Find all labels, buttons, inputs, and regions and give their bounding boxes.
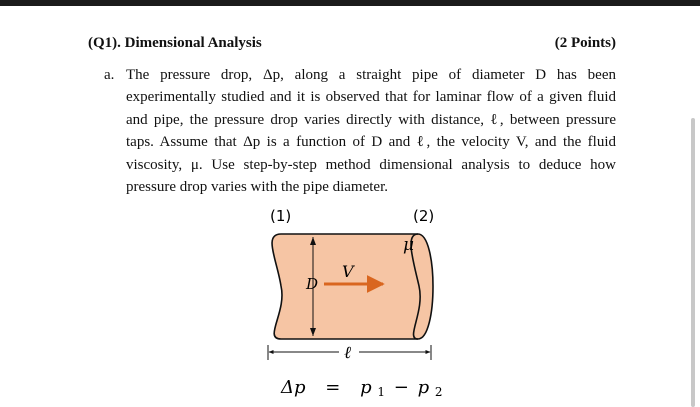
question-part-a [104, 64, 616, 198]
equation-p1: p [360, 377, 372, 398]
equation-p2: p [417, 377, 430, 398]
pressure-drop-equation [280, 377, 442, 401]
top-bar [0, 0, 700, 6]
question-text: The pressure drop, Δp, along a straight pipe of diameter D has been experimentally studied and it is observed that for laminar flow of a given fluid and pipe, the pressure drop varies directly with distance, ℓ, between pressure taps. Assume that Δp is a function of D and ℓ, the velocity V, and the fluid viscosity, μ. Use step-by-step method dimensional analysis to deduce how pressure drop varies with the pipe diameter. [126, 67, 616, 196]
section-2-label: (2) [413, 207, 435, 225]
equation-lhs: Δp [281, 377, 306, 398]
equation-minus: − [393, 377, 409, 398]
equation-p2-subscript: 2 [434, 385, 443, 399]
points-label: (2 Points) [554, 35, 616, 51]
diameter-symbol: D [306, 275, 319, 293]
scrollbar[interactable] [691, 118, 695, 407]
equation-equals: = [325, 377, 341, 398]
section-1-label: (1) [270, 207, 292, 225]
pipe-figure [255, 200, 455, 405]
question-title: (Q1). Dimensional Analysis [88, 35, 262, 51]
equation-p1-subscript: 1 [377, 385, 385, 399]
viscosity-symbol: μ [403, 235, 415, 255]
length-symbol: ℓ [344, 343, 352, 363]
part-label: a. [104, 67, 115, 83]
velocity-symbol: V [342, 262, 354, 281]
